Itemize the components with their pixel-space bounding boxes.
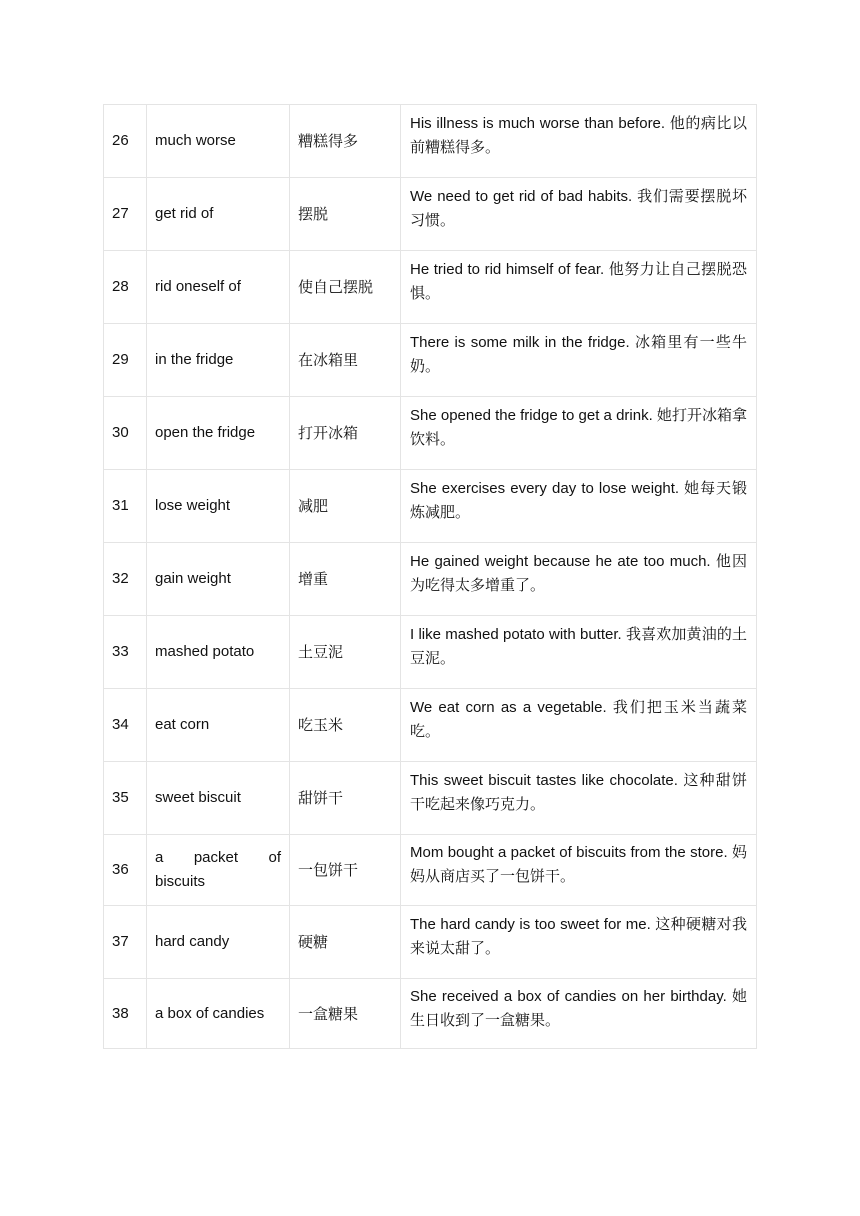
- example-text: He tried to rid himself of fear. 他努力让自己摆脱恐惧。: [410, 261, 747, 302]
- table-row: [104, 689, 757, 762]
- row-number: 36: [104, 835, 147, 906]
- row-number: 33: [104, 616, 147, 689]
- example-text: I like mashed potato with butter. 我喜欢加黄油的土豆泥。: [410, 626, 747, 667]
- row-number: 32: [104, 543, 147, 616]
- phrase: open the fridge: [147, 397, 290, 470]
- example-text: His illness is much worse than before. 他的病比以前糟糕得多。: [410, 115, 747, 156]
- example-sentence: [401, 906, 757, 979]
- example-sentence: [401, 543, 757, 616]
- row-number: 26: [104, 105, 147, 178]
- example-text: He gained weight because he ate too much. 他因为吃得太多增重了。: [410, 553, 747, 594]
- chinese-meaning: 摆脱: [290, 178, 401, 251]
- phrase: much worse: [147, 105, 290, 178]
- table-row: [104, 251, 757, 324]
- example-sentence: [401, 616, 757, 689]
- row-number: 28: [104, 251, 147, 324]
- example-text: There is some milk in the fridge. 冰箱里有一些牛奶。: [410, 334, 747, 375]
- table-row: [104, 543, 757, 616]
- row-number: 27: [104, 178, 147, 251]
- table-row: [104, 906, 757, 979]
- example-sentence: [401, 835, 757, 906]
- phrase: a packet of biscuits: [147, 835, 290, 906]
- table-row: [104, 835, 757, 906]
- phrase: eat corn: [147, 689, 290, 762]
- example-text: She exercises every day to lose weight. 她每天锻炼减肥。: [410, 480, 747, 521]
- phrase: rid oneself of: [147, 251, 290, 324]
- table-row: [104, 178, 757, 251]
- table-row: [104, 105, 757, 178]
- phrase: sweet biscuit: [147, 762, 290, 835]
- chinese-meaning: 一盒糖果: [290, 979, 401, 1049]
- table-row: [104, 324, 757, 397]
- phrase: hard candy: [147, 906, 290, 979]
- example-sentence: [401, 397, 757, 470]
- phrase: in the fridge: [147, 324, 290, 397]
- row-number: 30: [104, 397, 147, 470]
- example-sentence: [401, 689, 757, 762]
- chinese-meaning: 在冰箱里: [290, 324, 401, 397]
- example-text: We need to get rid of bad habits. 我们需要摆脱坏习惯。: [410, 188, 747, 229]
- chinese-meaning: 土豆泥: [290, 616, 401, 689]
- chinese-meaning: 硬糖: [290, 906, 401, 979]
- row-number: 31: [104, 470, 147, 543]
- row-number: 37: [104, 906, 147, 979]
- chinese-meaning: 增重: [290, 543, 401, 616]
- example-text: She received a box of candies on her birthday. 她生日收到了一盒糖果。: [410, 987, 747, 1029]
- row-number: 38: [104, 979, 147, 1049]
- phrase: a box of candies: [147, 979, 290, 1049]
- example-text: The hard candy is too sweet for me. 这种硬糖对我来说太甜了。: [410, 916, 747, 957]
- phrase: mashed potato: [147, 616, 290, 689]
- phrase: lose weight: [147, 470, 290, 543]
- phrase: get rid of: [147, 178, 290, 251]
- example-sentence: [401, 324, 757, 397]
- phrase: gain weight: [147, 543, 290, 616]
- example-sentence: [401, 762, 757, 835]
- example-text: This sweet biscuit tastes like chocolate. 这种甜饼干吃起来像巧克力。: [410, 772, 747, 813]
- example-sentence: [401, 251, 757, 324]
- example-sentence: [401, 178, 757, 251]
- row-number: 35: [104, 762, 147, 835]
- example-sentence: [401, 979, 757, 1049]
- example-sentence: [401, 470, 757, 543]
- example-sentence: [401, 105, 757, 178]
- example-text: Mom bought a packet of biscuits from the store. 妈妈从商店买了一包饼干。: [410, 844, 747, 885]
- table-row: [104, 979, 757, 1049]
- chinese-meaning: 减肥: [290, 470, 401, 543]
- table-row: [104, 470, 757, 543]
- vocabulary-table: [103, 104, 757, 1049]
- example-text: We eat corn as a vegetable. 我们把玉米当蔬菜吃。: [410, 699, 747, 740]
- table-row: [104, 616, 757, 689]
- chinese-meaning: 吃玉米: [290, 689, 401, 762]
- table-row: [104, 762, 757, 835]
- chinese-meaning: 打开冰箱: [290, 397, 401, 470]
- chinese-meaning: 甜饼干: [290, 762, 401, 835]
- chinese-meaning: 使自己摆脱: [290, 251, 401, 324]
- row-number: 34: [104, 689, 147, 762]
- example-text: She opened the fridge to get a drink. 她打开冰箱拿饮料。: [410, 407, 747, 448]
- table-row: [104, 397, 757, 470]
- chinese-meaning: 糟糕得多: [290, 105, 401, 178]
- row-number: 29: [104, 324, 147, 397]
- chinese-meaning: 一包饼干: [290, 835, 401, 906]
